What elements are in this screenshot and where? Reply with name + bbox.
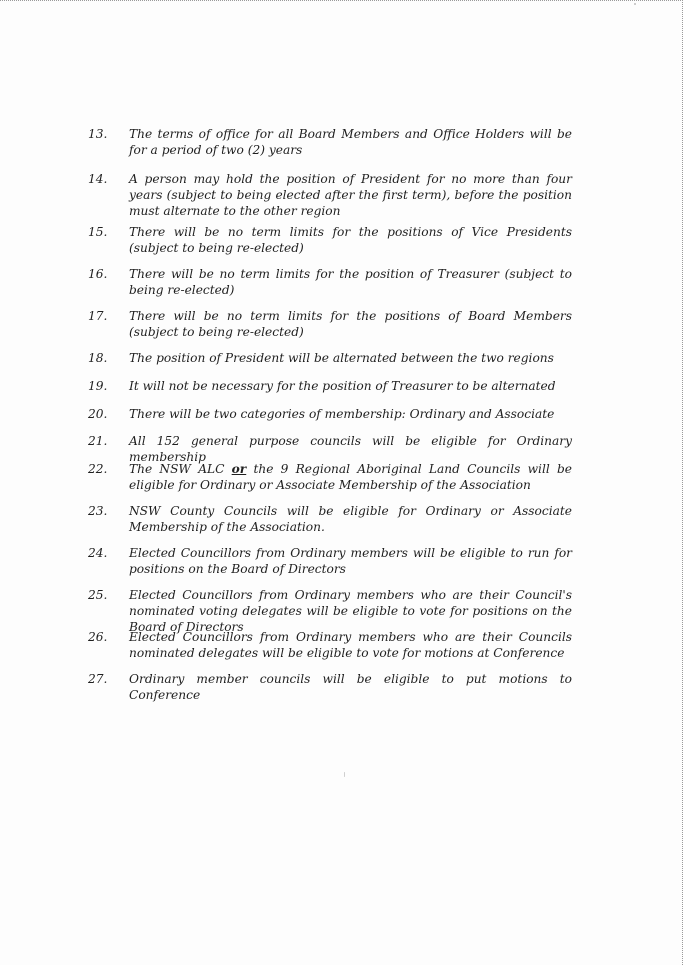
clause-23	[88, 503, 572, 535]
clause-24	[88, 545, 572, 577]
clause-emphasis: or	[231, 462, 247, 476]
clause-text: Ordinary member councils will be eligible to put motions to Conference	[129, 672, 572, 702]
clause-text: The terms of office for all Board Members and Office Holders will be for a period of two (2) years	[129, 127, 572, 157]
clause-14	[88, 171, 572, 219]
clause-number: 18.	[88, 351, 108, 365]
clause-13	[88, 126, 572, 158]
clause-text-before: The NSW ALC	[129, 462, 232, 476]
clause-number: 27.	[88, 672, 108, 686]
clause-number: 25.	[88, 588, 108, 602]
clause-22	[88, 461, 572, 493]
clause-number: 19.	[88, 379, 108, 393]
clause-text: There will be no term limits for the positions of Board Members (subject to being re-elected)	[129, 309, 572, 339]
clause-number: 13.	[88, 127, 108, 141]
clause-27	[88, 671, 572, 703]
clause-number: 24.	[88, 546, 108, 560]
clause-15	[88, 224, 572, 256]
clause-number: 22.	[88, 462, 108, 476]
scan-border-right	[679, 0, 683, 965]
clause-text: There will be two categories of membership: Ordinary and Associate	[129, 407, 555, 421]
clause-25	[88, 587, 572, 635]
scan-border-top	[0, 0, 683, 4]
clause-text-after: the 9 Regional Aboriginal Land Councils will be eligible for Ordinary or Associate Membership of the Association	[129, 462, 572, 492]
clause-number: 14.	[88, 172, 108, 186]
clause-16	[88, 266, 572, 298]
clause-number: 23.	[88, 504, 108, 518]
clause-text: There will be no term limits for the positions of Vice Presidents (subject to being re-elected)	[129, 225, 572, 255]
clause-number: 20.	[88, 407, 108, 421]
scan-speck	[344, 772, 345, 777]
clause-26	[88, 629, 572, 661]
clause-text: Elected Councillors from Ordinary members who are their Councils nominated delegates will be eligible to vote for motions at Conference	[129, 630, 572, 660]
scan-speck	[634, 3, 636, 5]
clause-19	[88, 378, 572, 394]
clause-number: 21.	[88, 434, 108, 448]
clause-text: All 152 general purpose councils will be eligible for Ordinary membership	[129, 434, 572, 464]
clause-text: The position of President will be alternated between the two regions	[129, 351, 554, 365]
clause-text: A person may hold the position of President for no more than four years (subject to being elected after the first term), before the position must alternate to the other region	[129, 172, 572, 218]
clause-text: Elected Councillors from Ordinary members who are their Council's nominated voting delegates will be eligible to vote for positions on the Board of Directors	[129, 588, 572, 634]
clause-text: NSW County Councils will be eligible for Ordinary or Associate Membership of the Association.	[129, 504, 572, 534]
clause-number: 15.	[88, 225, 108, 239]
clause-text: There will be no term limits for the position of Treasurer (subject to being re-elected)	[129, 267, 572, 297]
clause-number: 16.	[88, 267, 108, 281]
clause-17	[88, 308, 572, 340]
clause-18	[88, 350, 572, 366]
clause-text: Elected Councillors from Ordinary members will be eligible to run for positions on the Board of Directors	[129, 546, 572, 576]
clause-number: 26.	[88, 630, 108, 644]
clause-text: It will not be necessary for the position of Treasurer to be alternated	[129, 379, 556, 393]
clause-number: 17.	[88, 309, 108, 323]
clause-20	[88, 406, 572, 422]
